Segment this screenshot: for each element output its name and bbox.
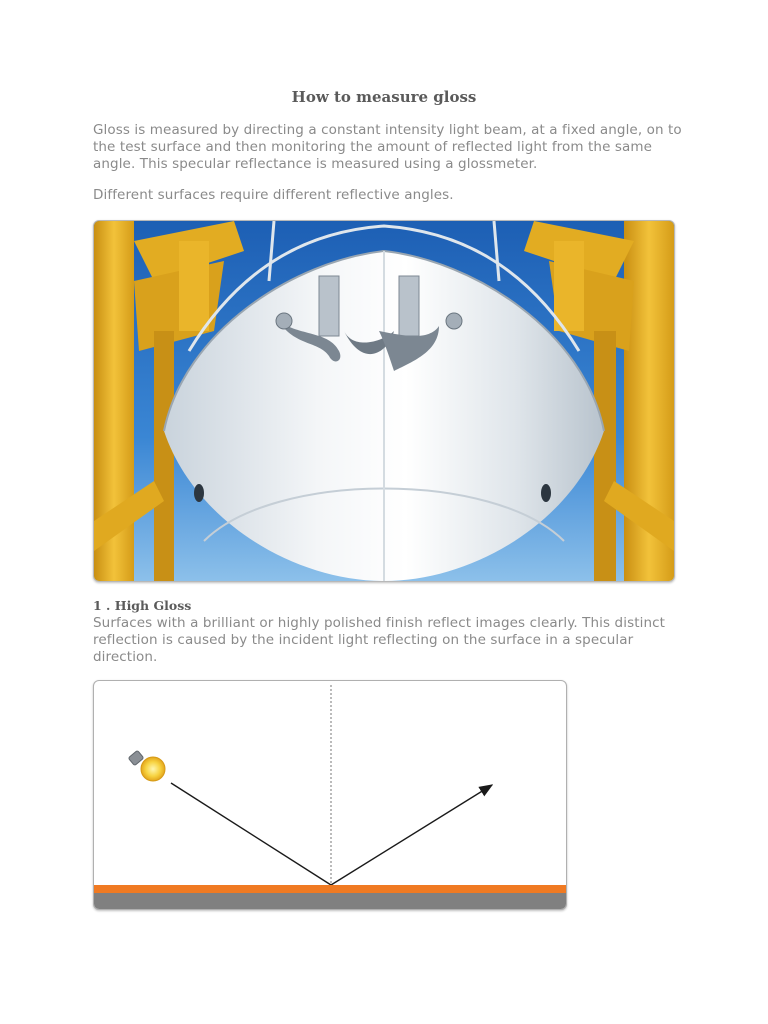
reflected-ray [331, 785, 492, 885]
reflection-diagram-svg [94, 681, 566, 909]
surface-top-layer [94, 885, 566, 893]
specular-reflection-diagram [93, 680, 567, 910]
high-gloss-paragraph: Surfaces with a brilliant or highly polished finish reflect images clearly. This distinct reflection is caused by the incident light reflecting on the surface in a specular direction. [93, 615, 666, 665]
intro-paragraph: Gloss is measured by directing a constant intensity light beam, at a fixed angle, on to the test surface and then monitoring the amount of reflected light from the same angle. This specular reflectance is measured using a glossmeter. [93, 122, 682, 172]
section-heading-high-gloss: 1 . High Gloss [93, 598, 192, 613]
page-title: How to measure gloss [291, 88, 477, 106]
boat-hull-illustration [94, 221, 674, 581]
angles-paragraph: Different surfaces require different reflective angles. [93, 187, 454, 203]
boat-hull-photo [93, 220, 675, 582]
surface-base [94, 893, 566, 909]
light-bulb-icon [128, 750, 165, 781]
incident-ray [171, 783, 331, 885]
